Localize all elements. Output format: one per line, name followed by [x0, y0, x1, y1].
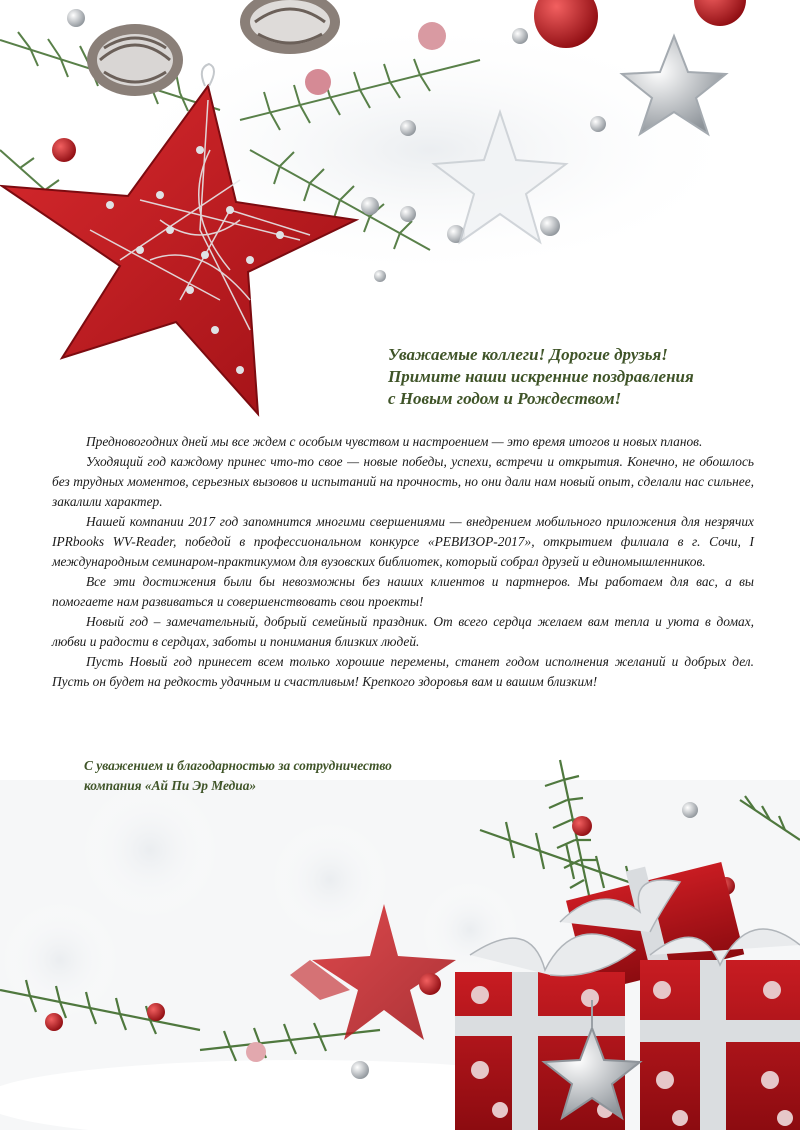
greeting-line: Уважаемые коллеги! Дорогие друзья!	[388, 345, 668, 364]
greeting-line: Примите наши искренние поздравления	[388, 367, 694, 386]
signature-block	[84, 756, 584, 796]
paragraph: Все эти достижения были бы невозможны без наших клиентов и партнеров. Мы работаем для вас, а вы помогаете нам развиваться и совершенствовать свои проекты!	[52, 574, 754, 609]
greeting-heading	[388, 344, 788, 410]
greeting-line: с Новым годом и Рождеством!	[388, 389, 622, 408]
paragraph: Предновогодних дней мы все ждем с особым чувством и настроением — это время итогов и новых планов.	[86, 434, 703, 449]
paragraph: Уходящий год каждому принес что-то свое — новые победы, успехи, встречи и открытия. Конечно, не обошлось без трудных моментов, серьезных вызовов и испытаний на прочность, но они дали нам новый опыт, сделали нас сильнее, закалили характер.	[52, 454, 754, 509]
pine-cone-icon	[87, 24, 183, 96]
signature-company: компания «Ай Пи Эр Медиа»	[84, 778, 257, 793]
bottom-decoration	[0, 760, 800, 1130]
paragraph: Нашей компании 2017 год запомнится многими свершениями — внедрением мобильного приложения для незрячих IPRbooks WV-Reader, победой в профессиональном конкурсе «РЕВИЗОР-2017», открытием филиала в г. Сочи, I международным семинаром-практикумом для вузовских библиотек, который собрал друзей и единомышленников.	[52, 514, 754, 569]
letter-body	[52, 432, 754, 692]
paragraph: Новый год – замечательный, добрый семейный праздник. От всего сердца желаем вам тепла и уюта в домах, любви и радости в сердцах, заботы и понимания близких людей.	[52, 614, 754, 649]
signature-line: С уважением и благодарностью за сотрудничество	[84, 758, 392, 773]
paragraph: Пусть Новый год принесет всем только хорошие перемены, станет годом исполнения желаний и добрых дел. Пусть он будет на редкость удачным и счастливым! Крепкого здоровья вам и вашим близким!	[52, 654, 754, 689]
